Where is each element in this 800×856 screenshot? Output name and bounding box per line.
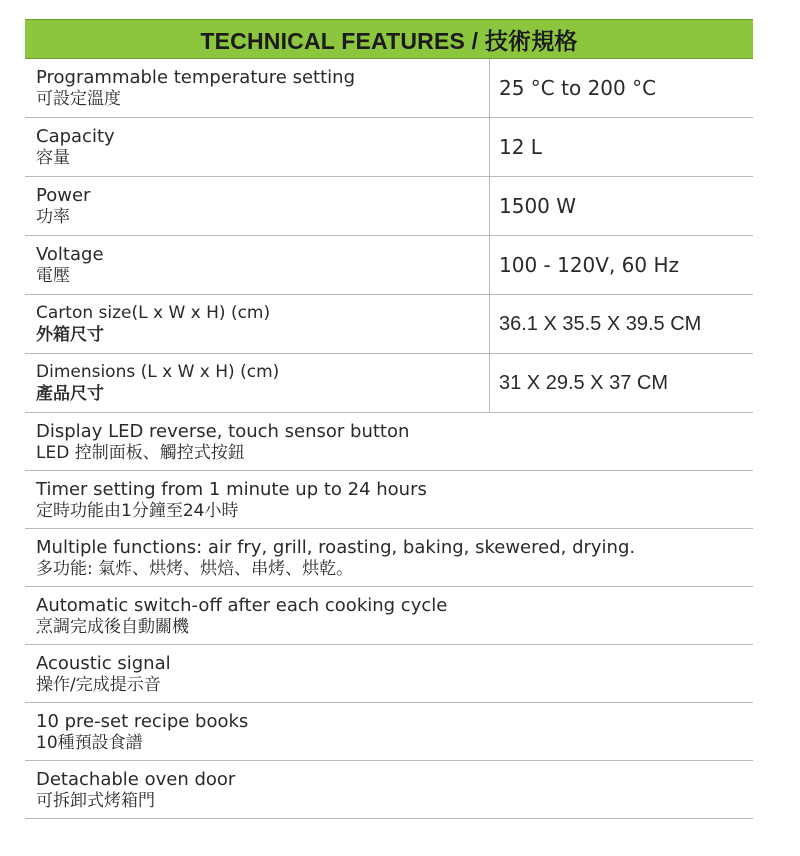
spec-row-power (25, 177, 753, 236)
spec-value: 25 °C to 200 °C (499, 76, 657, 100)
feature-zh: 多功能: 氣炸、烘烤、烘焙、串烤、烘乾。 (36, 558, 354, 579)
spec-label-en: Power (36, 185, 91, 206)
spec-row-capacity (25, 118, 753, 177)
spec-label-cell (25, 236, 490, 294)
feature-en: Automatic switch-off after each cooking cycle (36, 594, 448, 616)
spec-value: 36.1 X 35.5 X 39.5 CM (499, 312, 702, 335)
spec-row-dimensions (25, 354, 753, 413)
spec-label-en: Carton size(L x W x H) (cm) (36, 303, 271, 323)
feature-zh: 定時功能由1分鐘至24小時 (36, 500, 239, 521)
spec-label-zh: 容量 (36, 148, 70, 168)
feature-en: 10 pre-set recipe books (36, 710, 249, 732)
spec-sheet (25, 19, 753, 819)
spec-label-zh: 產品尺寸 (36, 384, 104, 404)
feature-zh: 操作/完成提示音 (36, 674, 161, 695)
spec-label-zh: 電壓 (36, 266, 70, 286)
spec-label-en: Voltage (36, 244, 104, 265)
feature-zh: LED 控制面板、觸控式按鈕 (36, 442, 245, 463)
feature-zh: 10種預設食譜 (36, 732, 143, 753)
feature-row-functions (25, 529, 753, 587)
spec-label-en: Dimensions (L x W x H) (cm) (36, 362, 280, 382)
spec-value: 100 - 120V, 60 Hz (499, 253, 680, 277)
feature-en: Display LED reverse, touch sensor button (36, 420, 410, 442)
spec-label-en: Programmable temperature setting (36, 67, 355, 88)
feature-cell (25, 645, 753, 702)
spec-label-cell (25, 118, 490, 176)
spec-row-voltage (25, 236, 753, 295)
feature-cell (25, 761, 753, 818)
spec-label-cell (25, 177, 490, 235)
table-header (25, 19, 753, 59)
spec-label-en: Capacity (36, 126, 115, 147)
feature-cell (25, 703, 753, 760)
spec-label-zh: 可設定溫度 (36, 89, 121, 109)
feature-row-recipes (25, 703, 753, 761)
spec-label-zh: 功率 (36, 207, 70, 227)
feature-zh: 烹調完成後自動關機 (36, 616, 189, 637)
feature-row-door (25, 761, 753, 819)
feature-row-timer (25, 471, 753, 529)
header-title: TECHNICAL FEATURES / 技術規格 (200, 27, 578, 54)
feature-cell (25, 587, 753, 644)
spec-row-carton-size (25, 295, 753, 354)
feature-row-auto-off (25, 587, 753, 645)
feature-en: Detachable oven door (36, 768, 236, 790)
feature-cell (25, 471, 753, 528)
feature-en: Acoustic signal (36, 652, 171, 674)
feature-cell (25, 413, 753, 470)
feature-cell (25, 529, 753, 586)
spec-value: 12 L (499, 135, 542, 159)
feature-row-acoustic (25, 645, 753, 703)
spec-row-temperature (25, 59, 753, 118)
feature-row-display (25, 413, 753, 471)
feature-en: Multiple functions: air fry, grill, roasting, baking, skewered, drying. (36, 536, 636, 558)
spec-label-cell (25, 59, 490, 117)
spec-value: 1500 W (499, 194, 577, 218)
spec-label-zh: 外箱尺寸 (36, 325, 104, 345)
spec-value: 31 X 29.5 X 37 CM (499, 371, 668, 394)
feature-zh: 可拆卸式烤箱門 (36, 790, 155, 811)
spec-label-cell (25, 354, 490, 412)
spec-label-cell (25, 295, 490, 353)
feature-en: Timer setting from 1 minute up to 24 hours (36, 478, 427, 500)
